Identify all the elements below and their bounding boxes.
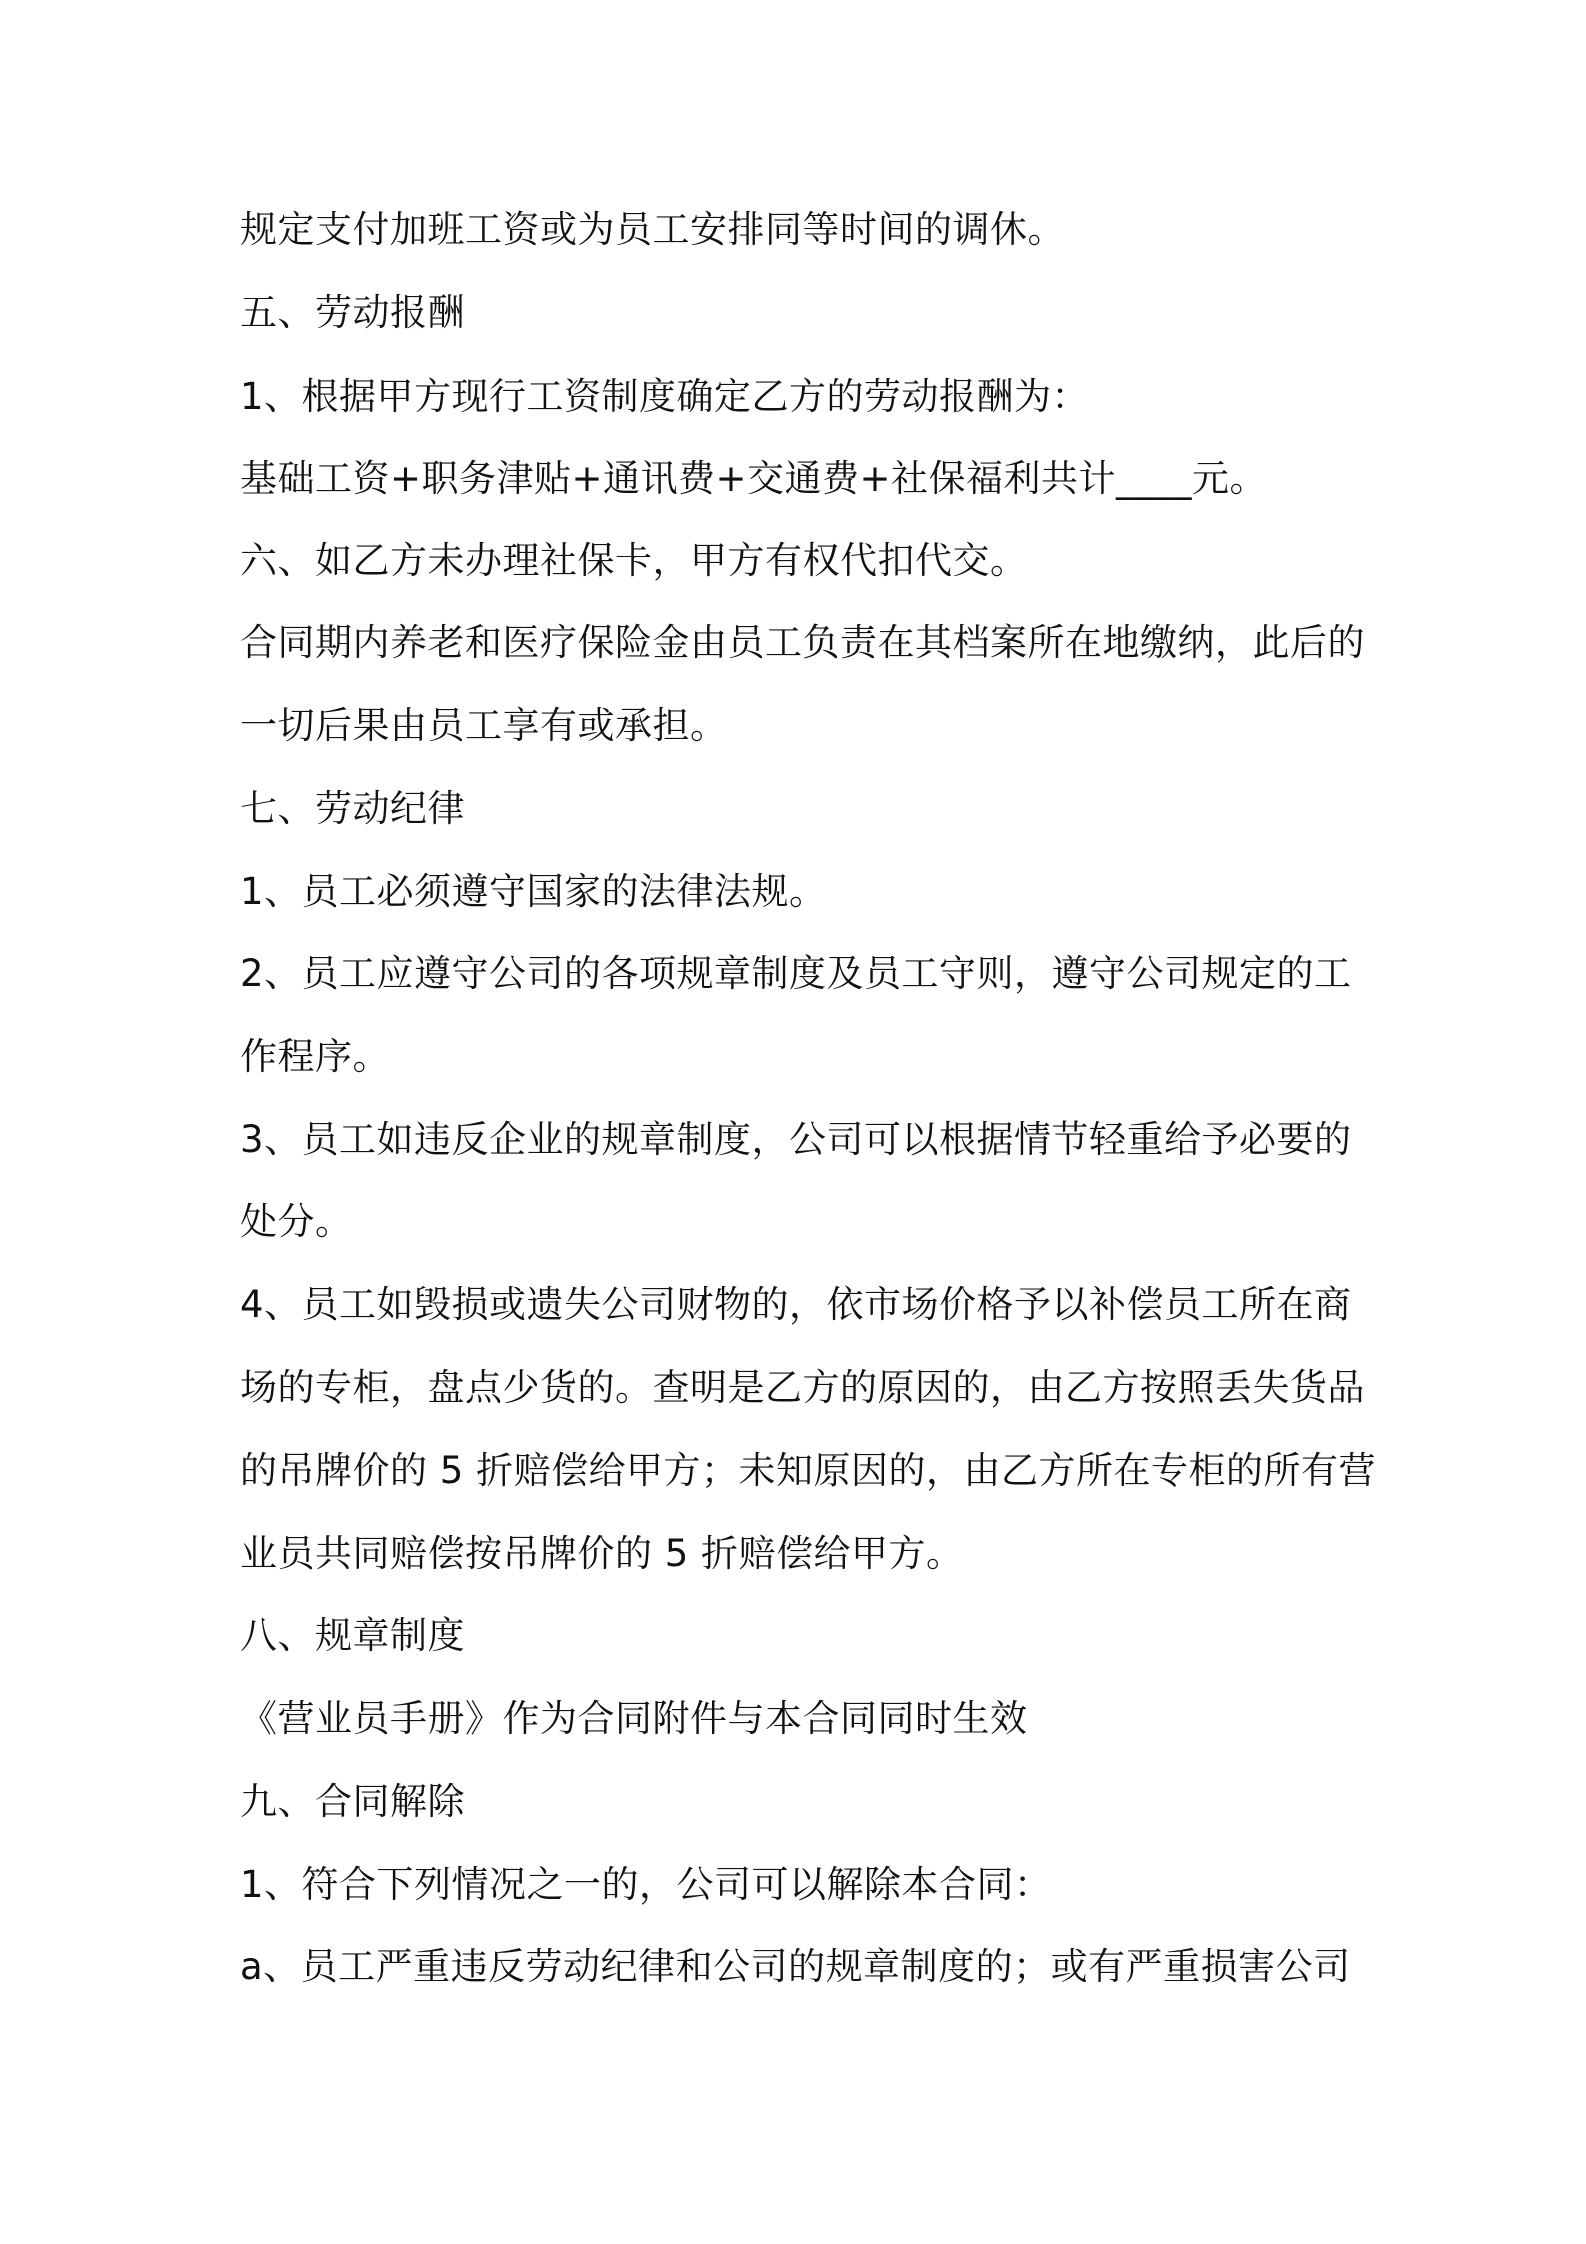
text-line: 场的专柜，盘点少货的。查明是乙方的原因的，由乙方按照丢失货品 [240,1366,1365,1409]
text-line: 2、员工应遵守公司的各项规章制度及员工守则，遵守公司规定的工 [240,952,1352,995]
section-heading: 七、劳动纪律 [240,787,465,830]
text-line: 《营业员手册》作为合同附件与本合同同时生效 [240,1697,1028,1740]
text-line: 1、根据甲方现行工资制度确定乙方的劳动报酬为： [240,375,1090,418]
section-heading: 八、规章制度 [240,1614,465,1657]
text-line: a、员工严重违反劳动纪律和公司的规章制度的；或有严重损害公司 [240,1945,1351,1988]
text-line: 业员共同赔偿按吊牌价的 5 折赔偿给甲方。 [240,1532,964,1575]
section-heading: 九、合同解除 [240,1780,465,1823]
text-line: 3、员工如违反企业的规章制度，公司可以根据情节轻重给予必要的 [240,1118,1352,1161]
text-line: 处分。 [240,1200,353,1243]
text-line: 1、符合下列情况之一的，公司可以解除本合同： [240,1863,1052,1906]
text-line: 基础工资+职务津贴+通讯费+交通费+社保福利共计____元。 [240,457,1268,500]
section-heading: 六、如乙方未办理社保卡，甲方有权代扣代交。 [240,539,1028,582]
text-line: 一切后果由员工享有或承担。 [240,704,728,747]
text-line: 规定支付加班工资或为员工安排同等时间的调休。 [240,208,1065,251]
text-line: 4、员工如毁损或遗失公司财物的，依市场价格予以补偿员工所在商 [240,1283,1352,1326]
text-line: 作程序。 [240,1035,390,1078]
section-heading: 五、劳动报酬 [240,291,465,334]
text-line: 1、员工必须遵守国家的法律法规。 [240,870,827,913]
text-line: 的吊牌价的 5 折赔偿给甲方；未知原因的，由乙方所在专柜的所有营 [240,1449,1377,1492]
text-line: 合同期内养老和医疗保险金由员工负责在其档案所在地缴纳，此后的 [240,621,1365,664]
